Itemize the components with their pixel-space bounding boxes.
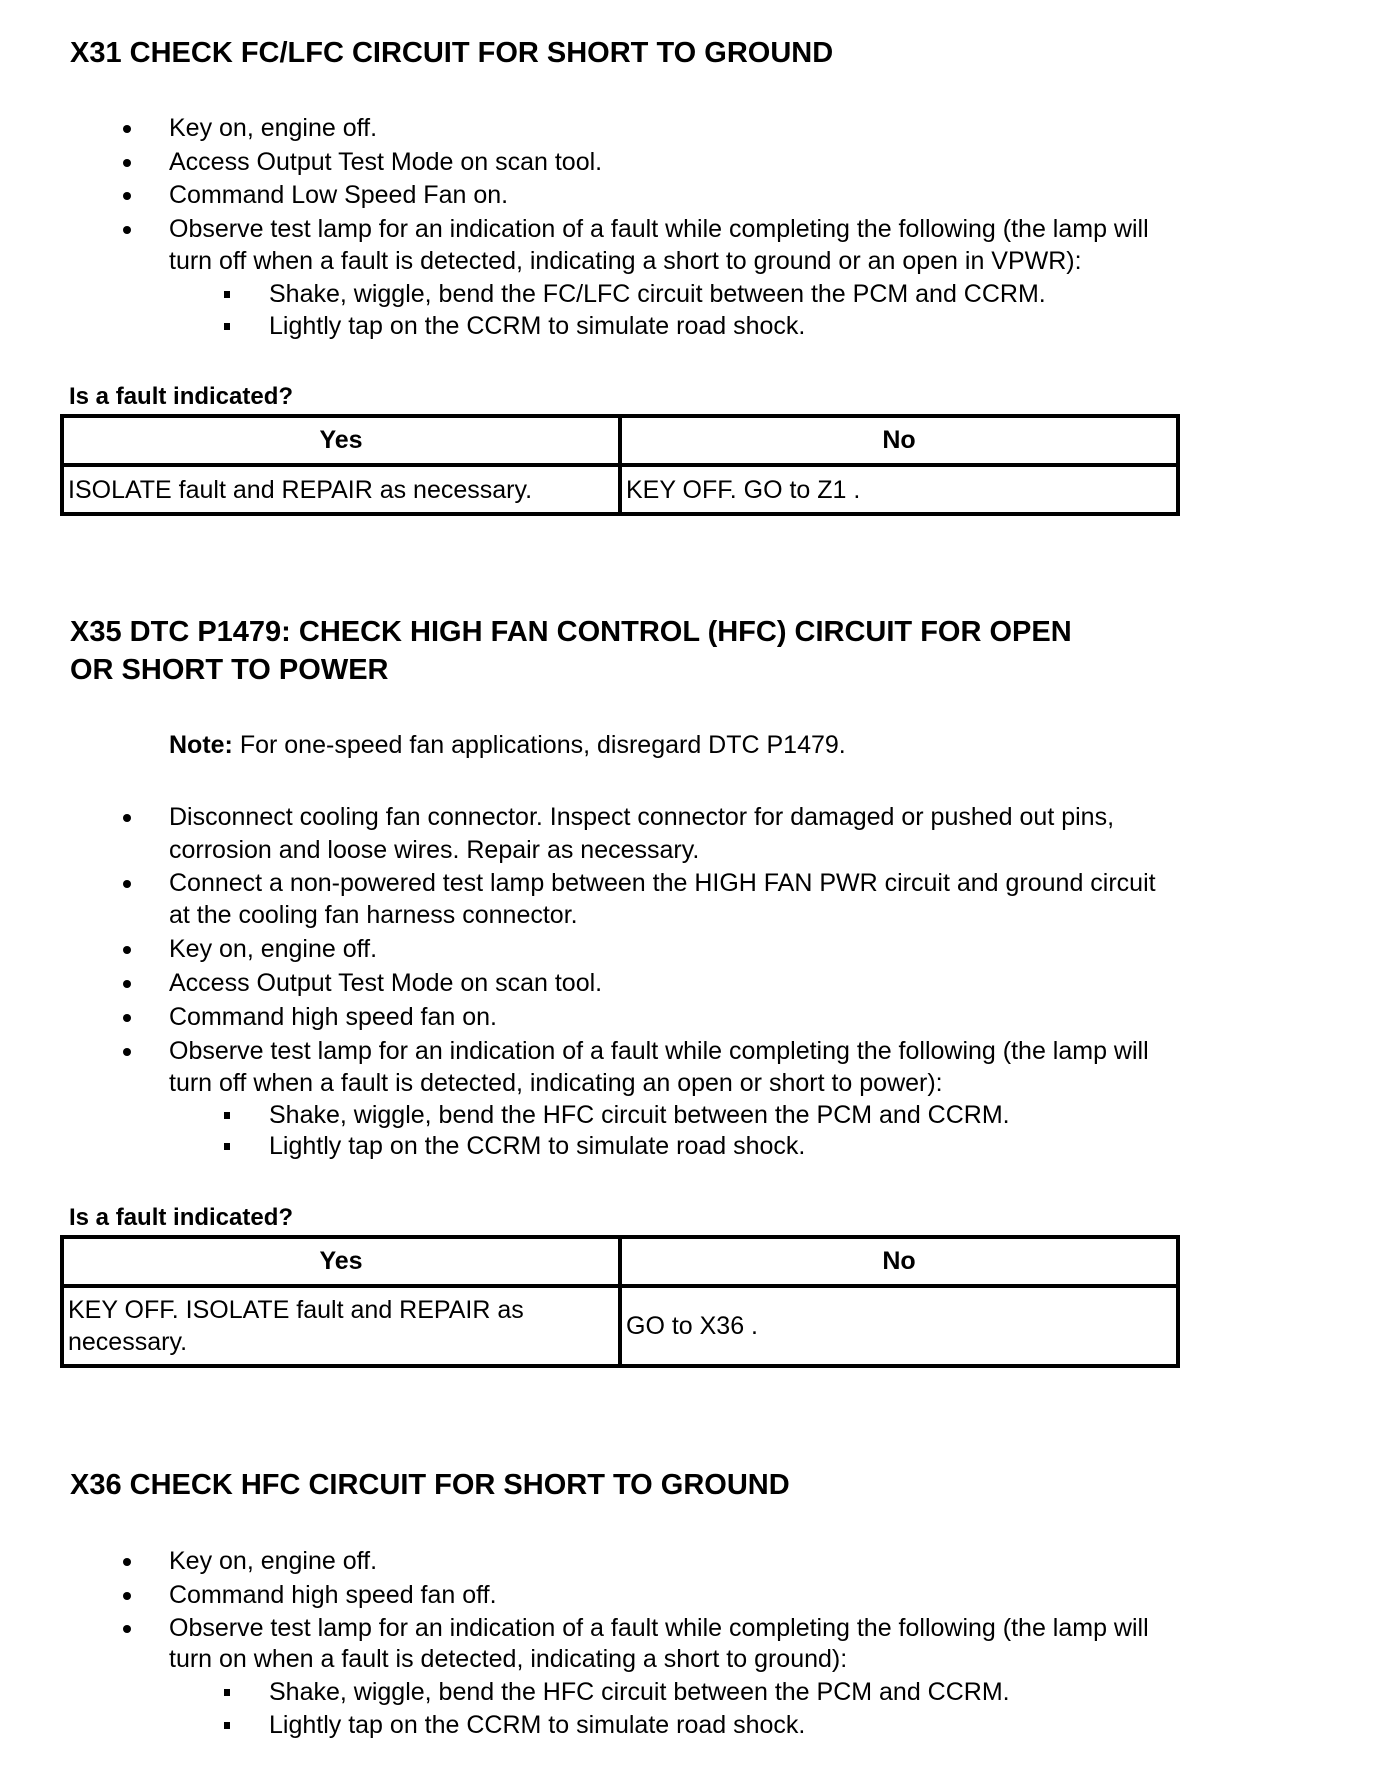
step-item: Observe test lamp for an indication of a fault while completing the following (the lamp will — [169, 1614, 1149, 1642]
table-cell-no[interactable]: KEY OFF. GO to Z1 . — [620, 465, 1178, 514]
note-text: For one-speed fan applications, disregard DTC P1479. — [232, 731, 846, 759]
sub-bullet-icon — [224, 323, 230, 330]
table-header-no: No — [620, 416, 1178, 465]
bullet-icon — [123, 159, 131, 167]
bullet-icon — [123, 1048, 131, 1056]
section-heading-x31: X31 CHECK FC/LFC CIRCUIT FOR SHORT TO GROUND — [70, 37, 834, 69]
bullet-icon — [123, 192, 131, 200]
table-cell-yes — [62, 1286, 620, 1366]
bullet-icon — [123, 1625, 131, 1633]
table-cell-no[interactable]: GO to X36 . — [620, 1286, 1178, 1366]
table-header-yes: Yes — [62, 416, 620, 465]
step-item: Connect a non-powered test lamp between the HIGH FAN PWR circuit and ground circuit — [169, 869, 1156, 897]
sub-bullet-icon — [224, 291, 230, 298]
section-heading-x36: X36 CHECK HFC CIRCUIT FOR SHORT TO GROUND — [70, 1469, 790, 1501]
step-item: Command Low Speed Fan on. — [169, 181, 509, 209]
step-item-continuation: turn on when a fault is detected, indicating a short to ground): — [169, 1645, 848, 1673]
sub-bullet-icon — [224, 1722, 230, 1729]
table-cell-yes: ISOLATE fault and REPAIR as necessary. — [62, 465, 620, 514]
substep-item: Lightly tap on the CCRM to simulate road shock. — [269, 1132, 806, 1160]
step-item: Access Output Test Mode on scan tool. — [169, 969, 603, 997]
section-heading-x35-line1: X35 DTC P1479: CHECK HIGH FAN CONTROL (HFC) CIRCUIT FOR OPEN — [70, 616, 1072, 648]
note — [169, 729, 846, 761]
substep-item: Lightly tap on the CCRM to simulate road shock. — [269, 312, 806, 340]
bullet-icon — [123, 980, 131, 988]
bullet-icon — [123, 1592, 131, 1600]
bullet-icon — [123, 880, 131, 888]
step-item-continuation: turn off when a fault is detected, indicating an open or short to power): — [169, 1069, 943, 1097]
substep-item: Shake, wiggle, bend the FC/LFC circuit between the PCM and CCRM. — [269, 280, 1046, 308]
table-cell-yes-line2: necessary. — [68, 1328, 188, 1356]
bullet-icon — [123, 226, 131, 234]
note-label: Note: — [169, 731, 233, 759]
fault-question: Is a fault indicated? — [69, 383, 294, 410]
substep-item: Lightly tap on the CCRM to simulate road shock. — [269, 1711, 806, 1739]
step-item-continuation: at the cooling fan harness connector. — [169, 901, 578, 929]
section-heading-x35-line2: OR SHORT TO POWER — [70, 654, 389, 686]
bullet-icon — [123, 814, 131, 822]
step-item-continuation: corrosion and loose wires. Repair as necessary. — [169, 836, 700, 864]
step-item: Command high speed fan off. — [169, 1581, 497, 1609]
table-cell-yes-line1: KEY OFF. ISOLATE fault and REPAIR as — [68, 1296, 524, 1324]
substep-item: Shake, wiggle, bend the HFC circuit between the PCM and CCRM. — [269, 1101, 1010, 1129]
table-header-yes: Yes — [62, 1237, 620, 1286]
step-item: Command high speed fan on. — [169, 1003, 497, 1031]
fault-question: Is a fault indicated? — [69, 1204, 294, 1231]
bullet-icon — [123, 1558, 131, 1566]
sub-bullet-icon — [224, 1143, 230, 1150]
sub-bullet-icon — [224, 1689, 230, 1696]
sub-bullet-icon — [224, 1112, 230, 1119]
step-item: Observe test lamp for an indication of a fault while completing the following (the lamp will — [169, 215, 1149, 243]
bullet-icon — [123, 946, 131, 954]
step-item: Key on, engine off. — [169, 114, 378, 142]
result-table-x35 — [60, 1235, 1180, 1368]
table-header-no: No — [620, 1237, 1178, 1286]
bullet-icon — [123, 1014, 131, 1022]
step-item: Key on, engine off. — [169, 1547, 378, 1575]
step-item: Observe test lamp for an indication of a fault while completing the following (the lamp will — [169, 1037, 1149, 1065]
substep-item: Shake, wiggle, bend the HFC circuit between the PCM and CCRM. — [269, 1678, 1010, 1706]
step-item: Disconnect cooling fan connector. Inspect connector for damaged or pushed out pins, — [169, 803, 1115, 831]
step-item: Access Output Test Mode on scan tool. — [169, 148, 603, 176]
step-item: Key on, engine off. — [169, 935, 378, 963]
bullet-icon — [123, 125, 131, 133]
result-table-x31 — [60, 414, 1180, 516]
step-item-continuation: turn off when a fault is detected, indicating a short to ground or an open in VPWR): — [169, 247, 1082, 275]
